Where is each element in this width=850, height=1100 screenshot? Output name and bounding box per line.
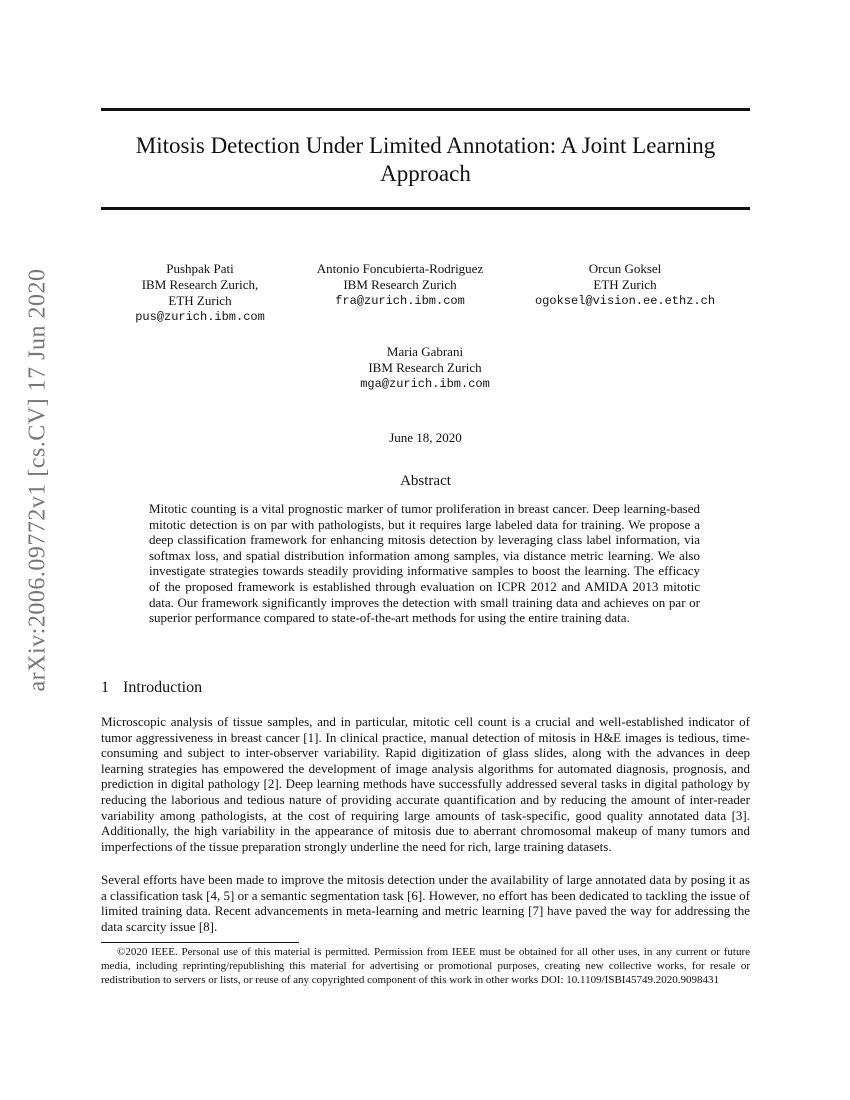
author-block — [325, 344, 525, 392]
author-email: mga@zurich.ibm.com — [360, 377, 490, 391]
section-number: 1 — [101, 679, 109, 696]
author-block — [120, 261, 280, 325]
author-affiliation: IBM Research Zurich — [368, 360, 482, 375]
author-name: Antonio Foncubierta-Rodriguez — [316, 261, 484, 276]
author-affiliation: ETH Zurich — [593, 277, 657, 292]
author-email: fra@zurich.ibm.com — [335, 294, 465, 308]
footnote-rule — [101, 942, 299, 943]
body-paragraph: Microscopic analysis of tissue samples, and in particular, mitotic cell count is a crucial and well-established indicator of tumor aggressiveness in breast cancer [1]. In clinical practice, manual detection of mitosis in H&E images is tedious, time-consuming and subject to inter-observer variability. Rapid digitization of glass slides, along with the advances in deep learning strategies has empowered the development of image analysis algorithms for automated diagnosis, prognosis, and prediction in digital pathology [2]. Deep learning methods have successfully addressed several tasks in digital pathology by reducing the laborious and tedious nature of providing accurate quantification and by reducing the amount of inter-reader variability among pathologists, at the cost of requiring large amounts of task-specific, good quality annotated data [3]. Additionally, the high variability in the appearance of mitosis due to aberrant chromosomal makeup of many tumors and imperfections of the tissue preparation strongly underline the need for rich, large training datasets. — [101, 714, 750, 854]
copyright-footnote — [101, 946, 750, 987]
abstract-heading: Abstract — [400, 473, 451, 489]
title-rule-top — [101, 108, 750, 111]
author-name: Pushpak Pati — [166, 261, 234, 276]
body-paragraph: Several efforts have been made to improve the mitosis detection under the availability of large annotated data by posing it as a classification task [4, 5] or a semantic segmentation task [6]. However, no effort has been dedicated to tackling the issue of limited training data. Recent advancements in meta-learning and metric learning [7] have paved the way for addressing the data scarcity issue [8]. — [101, 872, 750, 934]
footnote-text: ©2020 IEEE. Personal use of this material is permitted. Permission from IEEE must be obtained for all other uses, in any current or future media, including reprinting/republishing this material for advertising or promotional purposes, creating new collective works, for resale or redistribution to servers or lists, or reuse of any copyrighted component of this work in other works DOI: 10.1109/ISBI45749.2020.9098431 — [101, 946, 750, 986]
author-affiliation: IBM Research Zurich — [343, 277, 457, 292]
arxiv-stamp-text: arXiv:2006.09772v1 [cs.CV] 17 Jun 2020 — [24, 268, 51, 692]
section-heading — [101, 679, 202, 697]
abstract-text: Mitotic counting is a vital prognostic marker of tumor proliferation in breast cancer. Deep learning-based mitotic detection is on par with pathologists, but it requires large labeled data for training. We propose a deep classification framework for enhancing mitosis detection by leveraging class label information, via softmax loss, and spatial distribution information among samples, via distance metric learning. We also investigate strategies towards steadily providing informative samples to boost the learning. The efficacy of the proposed framework is established through evaluation on ICPR 2012 and AMIDA 2013 mitotic data. Our framework significantly improves the detection with small training data and achieves on par or superior performance compared to state-of-the-art methods for using the entire training data. — [149, 501, 700, 626]
author-name: Orcun Goksel — [588, 261, 662, 276]
author-block — [520, 261, 730, 309]
section-title: Introduction — [123, 679, 203, 696]
author-affiliation: IBM Research Zurich, — [141, 277, 259, 292]
author-block — [290, 261, 510, 309]
title-rule-bottom — [101, 207, 750, 210]
author-name: Maria Gabrani — [386, 344, 464, 359]
author-affiliation: ETH Zurich — [168, 293, 232, 308]
author-email: pus@zurich.ibm.com — [135, 310, 265, 324]
paper-title: Mitosis Detection Under Limited Annotation: A Joint Learning Approach — [135, 133, 716, 186]
author-email: ogoksel@vision.ee.ethz.ch — [534, 294, 716, 308]
publication-date: June 18, 2020 — [389, 430, 462, 445]
